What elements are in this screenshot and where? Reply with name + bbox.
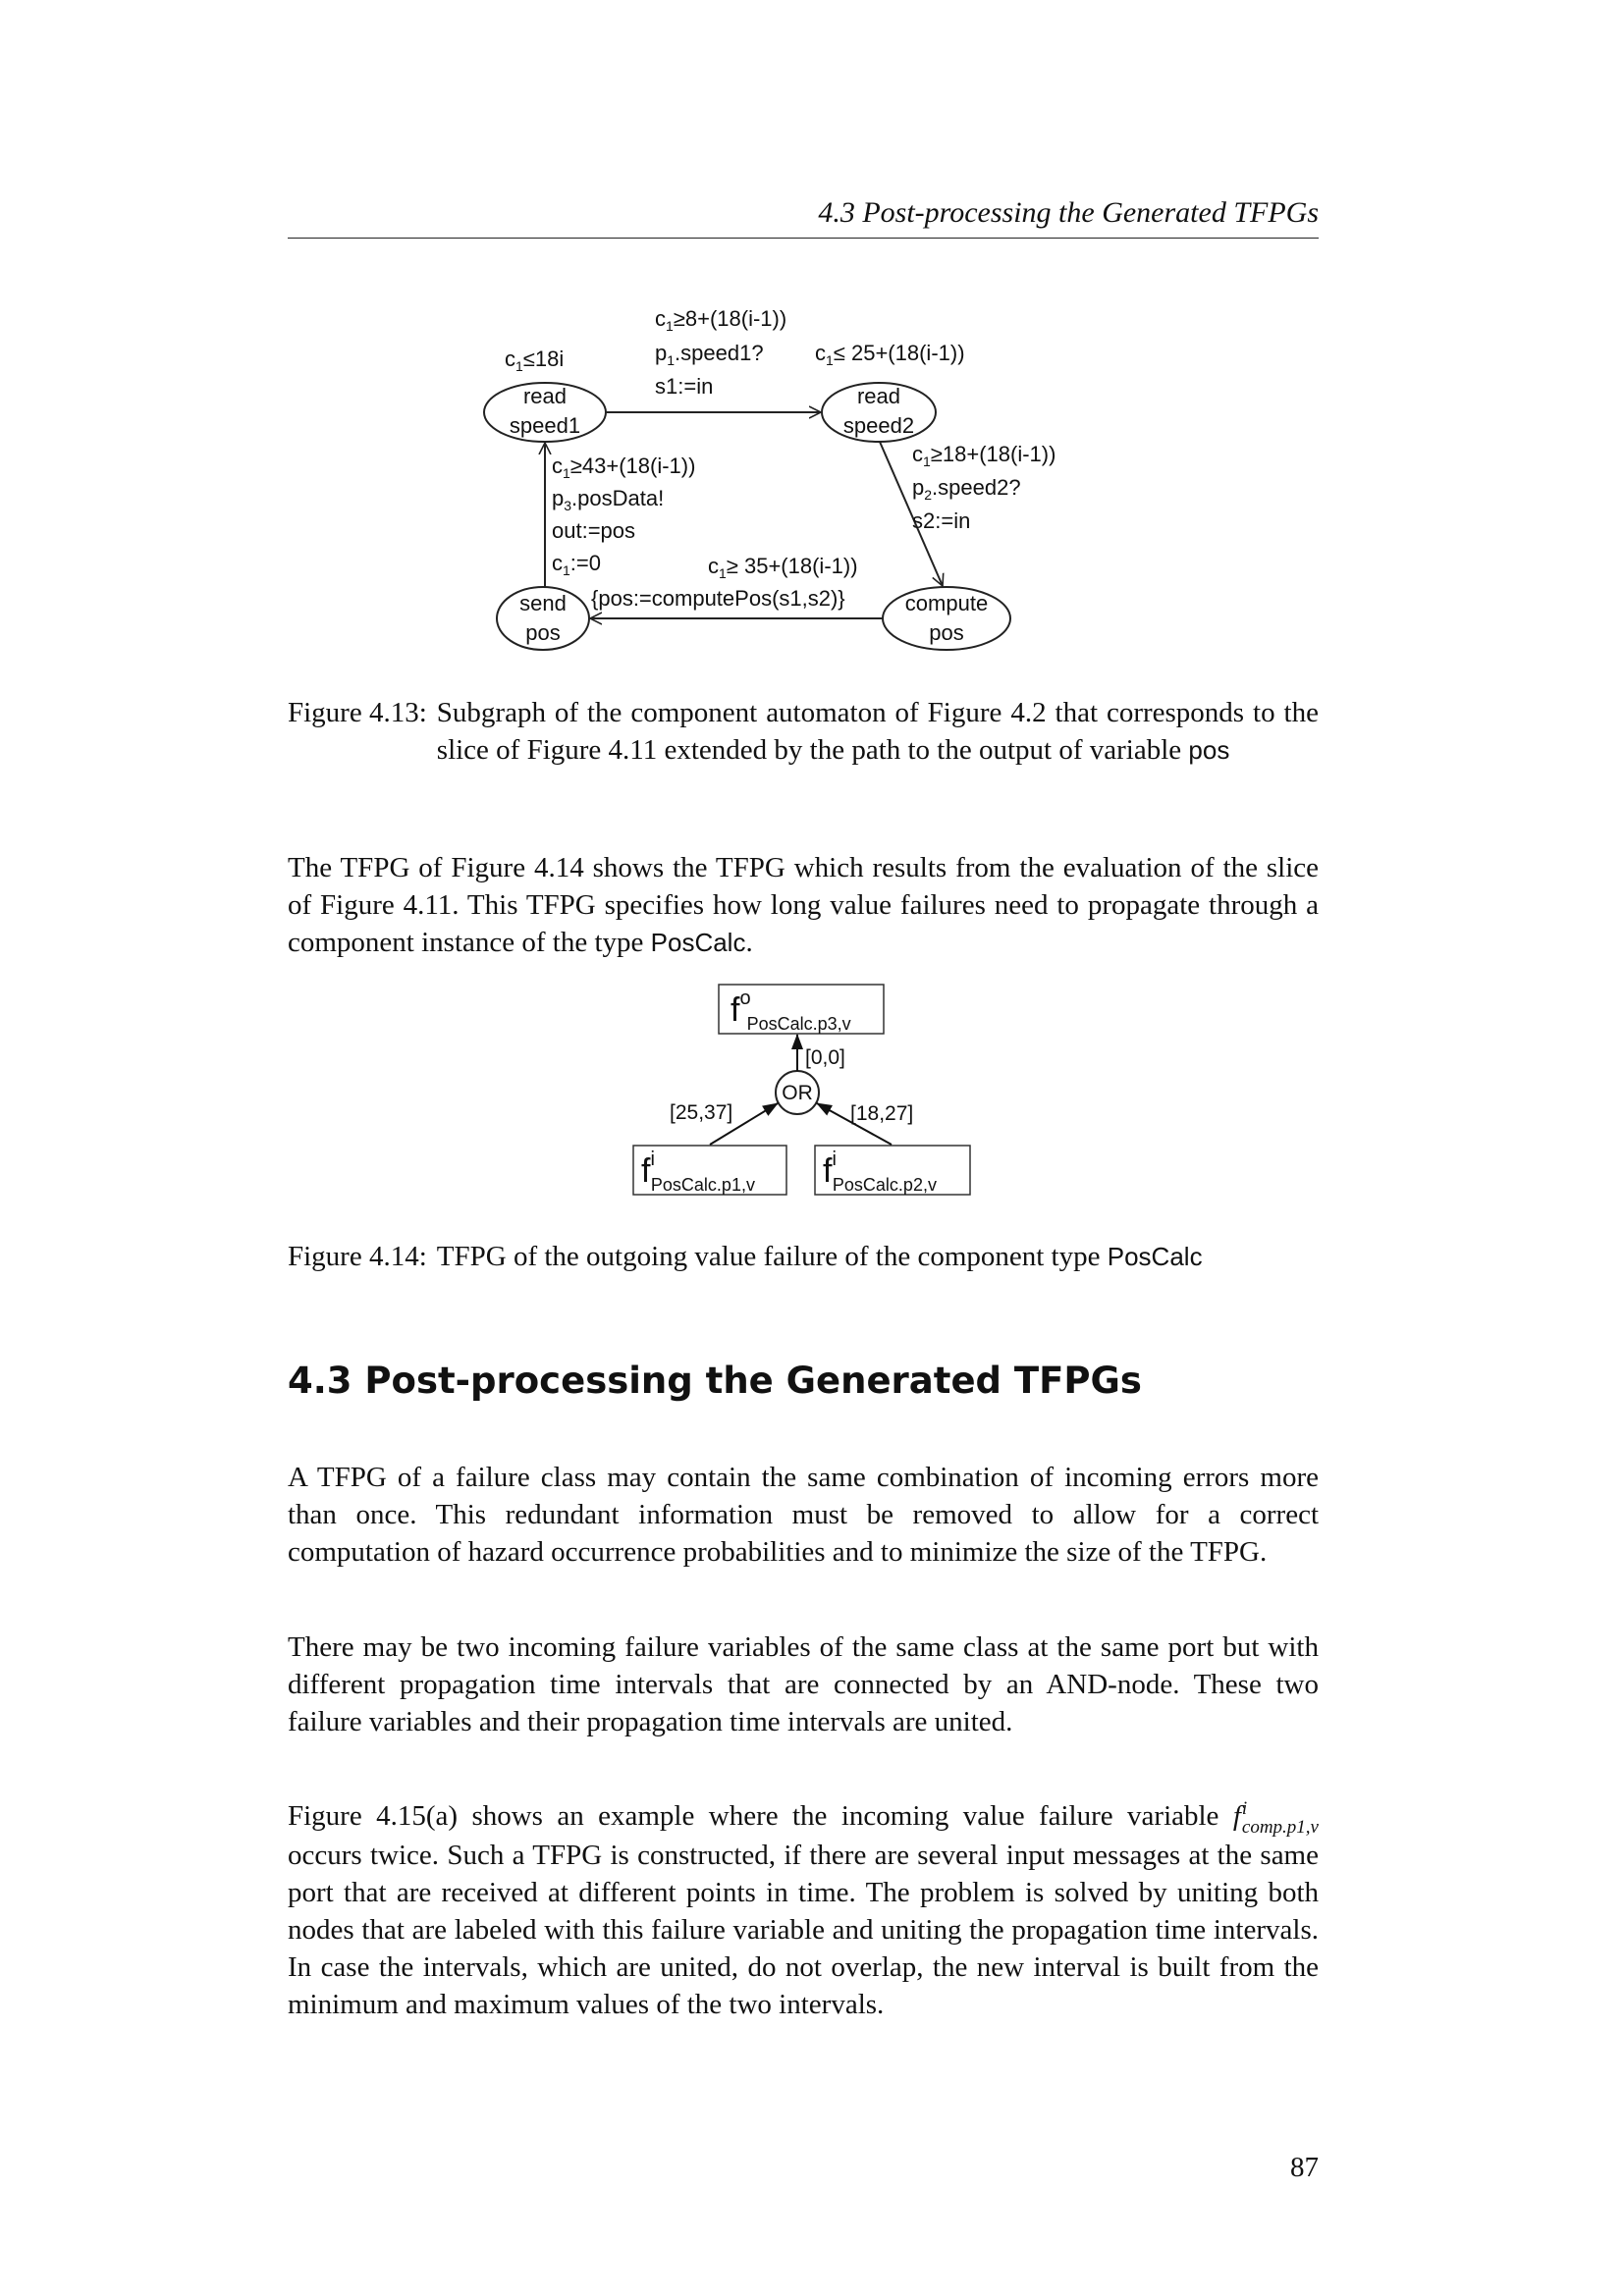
state-read-speed1-line2: speed1: [509, 413, 581, 438]
edge-speed2-compute-channel: $p_2.speed2$?: [912, 475, 1021, 503]
state-read-speed1: [484, 383, 606, 442]
figure-4-13-automaton: [471, 294, 1159, 667]
paragraph-1: [288, 849, 1319, 961]
edge-speed1-speed2-guard: $c_1\ge 8+(18(i-1))$: [655, 306, 787, 334]
state-read-speed2-line1: read: [856, 384, 901, 408]
figure-4-14-caption-text: TFPG of the outgoing value failure of the component type: [436, 1241, 1101, 1272]
state-read-speed2-line2: speed2: [842, 413, 915, 438]
tfpg-node-output-label: $f^o$ PosCalc.p3,v: [731, 988, 851, 1034]
edge-speed2-compute-update: s2:=in: [912, 508, 971, 533]
paragraph-2: A TFPG of a failure class may contain the same combination of incoming errors more than once. This redundant information must be removed to allow for a correct computation of hazard occurrence probabilities and to minimize the size of the TFPG.: [288, 1462, 1319, 1568]
paragraph-1-code: PosCalc: [650, 928, 746, 957]
paragraph-3: There may be two incoming failure variables of the same class at the same port but with different propagation time intervals that are connected by an AND-node. These two failure variables and their propagation time intervals are united.: [288, 1631, 1319, 1737]
edge-speed1-speed2-update: s1:=in: [655, 374, 714, 399]
edge-speed2-compute-guard: $c_1\ge 18+(18(i-1))$: [912, 442, 1056, 469]
figure-4-13-caption-text: Subgraph of the component automaton of Figure 4.2 that corresponds to the slice of Figure 4.11 extended by the path to the output of variable: [436, 697, 1319, 766]
state-read-speed1-line1: read: [522, 384, 568, 408]
figure-4-14-caption-code: PosCalc: [1107, 1242, 1203, 1271]
state-compute-pos-line2: pos: [929, 620, 964, 645]
tfpg-or-label: OR: [782, 1082, 813, 1104]
edge-compute-send-guard: $c_1\ge 35+(18(i-1))$: [708, 554, 858, 581]
state-compute-pos-line1: compute: [904, 591, 989, 615]
tfpg-edge-label-p2: [18,27]: [850, 1102, 914, 1125]
state-send-pos-line2: pos: [525, 620, 561, 645]
section-heading: 4.3 Post-processing the Generated TFPGs: [288, 1360, 1142, 1402]
tfpg-or-node: [776, 1071, 819, 1114]
edge-send-speed1-channel: $p_3.posData$!: [552, 486, 665, 513]
tfpg-node-input-p2: [815, 1146, 970, 1195]
paragraph-4-rest: occurs twice. Such a TFPG is constructed, if there are several input messages at the same port that are received at different points in time. The problem is solved by uniting both nodes that are labeled with this failure variable and uniting the propagation time intervals. In case the intervals, which are united, do not overlap, the new interval is built from the minimum and maximum values of the two intervals.: [288, 1840, 1319, 2020]
paragraph-1-text: The TFPG of Figure 4.14 shows the TFPG which results from the evaluation of the slice of Figure 4.11. This TFPG specifies how long value failures need to propagate through a component instance of the type: [288, 852, 1319, 958]
invariant-read-speed2: $c_1\le 25+(18(i-1))$: [815, 341, 965, 368]
page-number: 87: [1290, 2152, 1319, 2183]
tfpg-node-output: [719, 985, 884, 1034]
tfpg-edge-label-p1: [25,37]: [670, 1101, 733, 1124]
edge-speed1-speed2-channel: $p_1.speed1$?: [655, 341, 764, 368]
invariant-read-speed1: $c_1\le 18i$: [505, 347, 565, 374]
figure-4-14-caption-label: Figure 4.14:: [288, 1241, 427, 1272]
state-send-pos-line1: send: [519, 591, 567, 615]
figure-4-13-caption: [288, 694, 1319, 769]
failure-variable-math: f i comp.p1,v: [1232, 1798, 1319, 1838]
figure-4-14-caption: [288, 1238, 1319, 1275]
paragraph-4-start: Figure 4.15(a) shows an example where the incoming value failure variable: [288, 1800, 1219, 1832]
edge-send-speed1-guard: $c_1\ge 43+(18(i-1))$: [552, 454, 696, 481]
paragraph-1-end: .: [745, 927, 753, 958]
paragraph-4: [288, 1797, 1319, 2023]
edge-send-speed1-reset: $c_1:=0$: [552, 551, 601, 578]
state-read-speed2: [822, 383, 936, 442]
edge-compute-send-update: {pos:=computePos(s1,s2)}: [591, 586, 845, 611]
tfpg-node-input-p1: [633, 1146, 786, 1195]
figure-4-13-caption-code: pos: [1188, 735, 1230, 765]
tfpg-edge-label-output: [0,0]: [805, 1046, 845, 1069]
state-send-pos: [497, 587, 589, 650]
tfpg-node-input-p1-label: $f^i$ PosCalc.p1,v: [641, 1148, 755, 1195]
tfpg-node-input-p2-label: $f^i$ PosCalc.p2,v: [823, 1148, 937, 1195]
figure-4-14-tfpg: [619, 982, 1011, 1207]
state-compute-pos: [883, 587, 1010, 650]
running-header: 4.3 Post-processing the Generated TFPGs: [288, 196, 1319, 239]
edge-send-speed1-update: out:=pos: [552, 518, 636, 543]
figure-4-13-caption-label: Figure 4.13:: [288, 697, 427, 728]
